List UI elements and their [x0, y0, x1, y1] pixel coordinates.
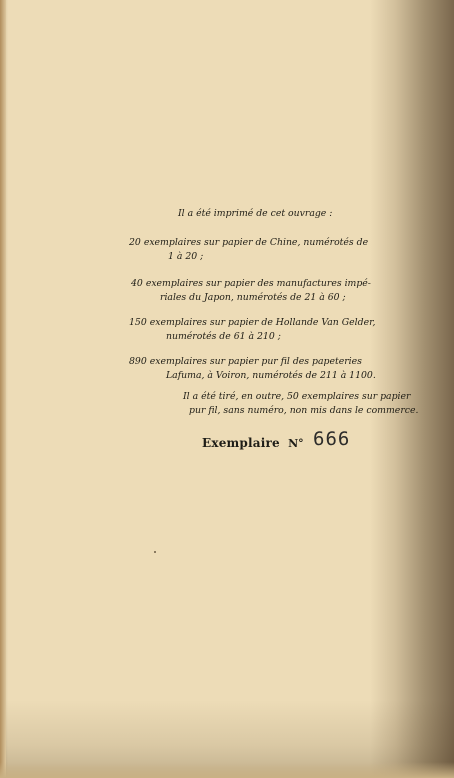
exemplaire-number: 666: [313, 428, 351, 450]
exemplaire-line: [202, 428, 351, 450]
entry-line1: exemplaires sur papier pur fil des papeteries: [149, 356, 362, 367]
entry-line2: riales du Japon, numérotés de 21 à 60 ;: [160, 292, 346, 303]
entry-line2: numérotés de 61 à 210 ;: [166, 331, 281, 342]
page-bottom-edge: [0, 762, 454, 778]
entry-count: 890: [129, 356, 147, 367]
colophon-entry: [131, 277, 371, 291]
entry-count: 150: [129, 317, 147, 328]
colophon-entry: [129, 316, 375, 330]
colophon-intro: Il a été imprimé de cet ouvrage :: [178, 208, 333, 219]
exemplaire-label: Exemplaire: [202, 436, 280, 450]
paper-speck: [154, 551, 156, 553]
colophon-note-line1: Il a été tiré, en outre, 50 exemplaires sur papier: [183, 391, 411, 402]
page-binding-edge: [0, 0, 6, 778]
entry-count: 40: [131, 278, 143, 289]
entry-line2: Lafuma, à Voiron, numérotés de 211 à 1100.: [166, 370, 376, 381]
colophon-entry: [129, 355, 362, 369]
entry-line1: exemplaires sur papier des manufactures impé-: [145, 278, 371, 289]
entry-line2: 1 à 20 ;: [168, 251, 204, 262]
colophon-entry: [129, 236, 368, 250]
entry-line1: exemplaires sur papier de Chine, numérotés de: [143, 237, 369, 248]
entry-line1: exemplaires sur papier de Hollande Van Gelder,: [149, 317, 376, 328]
entry-count: 20: [129, 237, 141, 248]
exemplaire-number-symbol: N°: [288, 437, 304, 450]
colophon-note-line2: pur fil, sans numéro, non mis dans le commerce.: [189, 405, 419, 416]
